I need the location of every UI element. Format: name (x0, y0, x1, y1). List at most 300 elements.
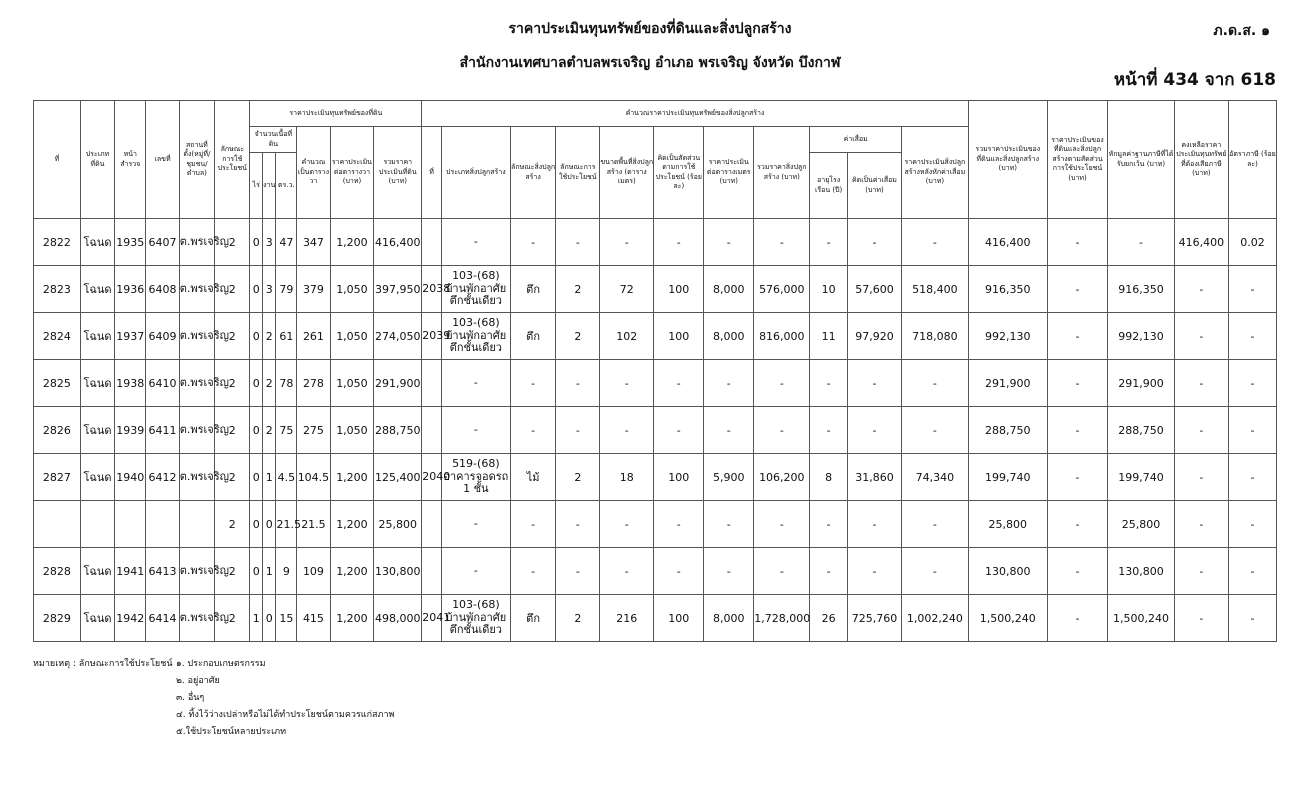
table-cell: ตึก (510, 595, 556, 642)
table-cell: 291,900 (968, 360, 1047, 407)
table-cell: 100 (654, 595, 704, 642)
table-cell: - (1047, 266, 1107, 313)
table-cell: - (556, 360, 600, 407)
header-use-percent: คิดเป็นสัดส่วนตามการใช้ประโยชน์ (ร้อยละ) (654, 127, 704, 219)
table-cell: 0 (262, 501, 276, 548)
header-building-no: ที่ (422, 127, 442, 219)
table-cell: โฉนด (80, 407, 114, 454)
table-cell: 79 (276, 266, 297, 313)
table-cell: - (1174, 313, 1228, 360)
table-row (34, 360, 1277, 407)
table-row (34, 219, 1277, 266)
table-cell: 57,600 (847, 266, 901, 313)
table-cell: - (442, 548, 511, 595)
table-cell: 2 (215, 360, 250, 407)
table-cell: 2823 (34, 266, 81, 313)
header-price-per-sqm: ราคาประเมินต่อตารางเมตร (บาท) (704, 127, 754, 219)
table-cell: 6412 (146, 454, 179, 501)
table-cell: 21.5 (297, 501, 330, 548)
header-building-kind: ลักษณะสิ่งปลูกสร้าง (510, 127, 556, 219)
table-cell: 2826 (34, 407, 81, 454)
header-use: ลักษณะการใช้ประโยชน์ (215, 101, 250, 219)
table-cell: 74,340 (902, 454, 969, 501)
table-cell: - (1228, 501, 1276, 548)
table-cell: 75 (276, 407, 297, 454)
table-cell: 1,200 (330, 501, 374, 548)
table-cell: 25,800 (1108, 501, 1175, 548)
table-cell: 275 (297, 407, 330, 454)
header-wa: ตร.ว. (276, 153, 297, 219)
table-cell: 1941 (115, 548, 146, 595)
header-depreciation-group: ค่าเสื่อม (810, 127, 902, 153)
header-ngan: งาน (262, 153, 276, 219)
table-cell: - (654, 360, 704, 407)
header-age: อายุโรงเรือน (ปี) (810, 153, 847, 219)
table-cell: 2040 (422, 454, 442, 501)
table-cell: 199,740 (968, 454, 1047, 501)
table-cell: 1 (250, 595, 262, 642)
table-cell: 2 (215, 219, 250, 266)
header-building-area: ขนาดพื้นที่สิ่งปลูกสร้าง (ตารางเมตร) (600, 127, 654, 219)
table-cell: 0 (250, 219, 262, 266)
table-cell: ต.พรเจริญ (179, 407, 214, 454)
table-cell: 47 (276, 219, 297, 266)
table-cell: โฉนด (80, 313, 114, 360)
table-cell: - (556, 407, 600, 454)
table-cell: - (1174, 407, 1228, 454)
table-cell: 397,950 (374, 266, 422, 313)
table-cell (422, 360, 442, 407)
table-row (34, 313, 1277, 360)
table-cell: 21.5 (276, 501, 297, 548)
table-cell: 2 (262, 360, 276, 407)
table-cell: - (1174, 360, 1228, 407)
header-remaining: คงเหลือราคาประเมินทุนทรัพย์ที่ต้องเสียภาษี (บาท) (1174, 101, 1228, 219)
table-cell: โฉนด (80, 360, 114, 407)
table-cell: โฉนด (80, 595, 114, 642)
table-cell: 1,200 (330, 595, 374, 642)
table-cell: 216 (600, 595, 654, 642)
table-cell: 1,500,240 (968, 595, 1047, 642)
table-cell: 100 (654, 454, 704, 501)
table-cell: 8,000 (704, 595, 754, 642)
table-cell: 518,400 (902, 266, 969, 313)
table-cell: 498,000 (374, 595, 422, 642)
table-cell: - (902, 407, 969, 454)
table-cell: - (1228, 266, 1276, 313)
table-cell: 1,728,000 (754, 595, 810, 642)
table-cell: 816,000 (754, 313, 810, 360)
table-cell: 25,800 (968, 501, 1047, 548)
table-cell: 3 (262, 266, 276, 313)
table-cell: 4.5 (276, 454, 297, 501)
table-cell: - (754, 360, 810, 407)
table-cell: 0 (250, 313, 262, 360)
table-cell (80, 501, 114, 548)
table-cell: 416,400 (968, 219, 1047, 266)
table-body (34, 219, 1277, 642)
table-cell: 2822 (34, 219, 81, 266)
table-cell: - (1228, 595, 1276, 642)
table-cell: - (510, 407, 556, 454)
table-cell: - (754, 219, 810, 266)
table-cell: - (1174, 501, 1228, 548)
table-cell: - (754, 501, 810, 548)
table-cell: 15 (276, 595, 297, 642)
table-cell: 8 (810, 454, 847, 501)
header-no: ที่ (34, 101, 81, 219)
table-cell: 1,050 (330, 266, 374, 313)
table-row (34, 454, 1277, 501)
header-depreciation: คิดเป็นค่าเสื่อม (บาท) (847, 153, 901, 219)
table-cell: 2 (556, 313, 600, 360)
table-cell: 718,080 (902, 313, 969, 360)
header-number: เลขที่ (146, 101, 179, 219)
table-cell: - (902, 548, 969, 595)
table-cell: - (810, 548, 847, 595)
table-cell: 416,400 (374, 219, 422, 266)
table-cell: 2 (556, 595, 600, 642)
table-cell: 103-(68) บ้านพักอาศัยตึกชั้นเดียว (442, 313, 511, 360)
assessment-table (33, 100, 1277, 642)
table-cell: 6409 (146, 313, 179, 360)
table-cell: 415 (297, 595, 330, 642)
table-cell: 1,050 (330, 313, 374, 360)
table-cell: - (654, 407, 704, 454)
note-item: ๑. ประกอบเกษตรกรรม (176, 659, 266, 669)
table-cell (422, 501, 442, 548)
header-land-group: ราคาประเมินทุนทรัพย์ของที่ดิน (250, 101, 422, 127)
table-cell: 5,900 (704, 454, 754, 501)
table-cell: ตึก (510, 313, 556, 360)
table-cell: 2039 (422, 313, 442, 360)
table-cell: 2041 (422, 595, 442, 642)
table-cell: 2 (556, 266, 600, 313)
table-cell: 2 (262, 407, 276, 454)
header-doc-type: ประเภทที่ดิน (80, 101, 114, 219)
table-cell: - (704, 407, 754, 454)
table-cell: 1,050 (330, 407, 374, 454)
table-row (34, 548, 1277, 595)
table-cell: 10 (810, 266, 847, 313)
header-building-group: คำนวณราคาประเมินทุนทรัพย์ของสิ่งปลูกสร้าง (422, 101, 968, 127)
table-cell: 11 (810, 313, 847, 360)
header-location: สถานที่ตั้ง(หมู่ที่/ชุมชน/ตำบล) (179, 101, 214, 219)
table-cell: - (704, 219, 754, 266)
table-cell: 3 (262, 219, 276, 266)
table-cell: - (1047, 501, 1107, 548)
table-cell: 416,400 (1174, 219, 1228, 266)
table-cell: โฉนด (80, 266, 114, 313)
table-cell: - (1108, 219, 1175, 266)
table-cell: - (510, 548, 556, 595)
table-cell: 1,200 (330, 548, 374, 595)
table-cell: - (847, 501, 901, 548)
table-cell: 9 (276, 548, 297, 595)
table-cell: - (1228, 407, 1276, 454)
table-cell: - (1174, 454, 1228, 501)
table-cell: - (1174, 266, 1228, 313)
table-cell: 2038 (422, 266, 442, 313)
table-cell: - (1228, 313, 1276, 360)
table-cell: - (1174, 548, 1228, 595)
table-cell: - (810, 219, 847, 266)
table-cell: 288,750 (374, 407, 422, 454)
table-cell: - (1047, 360, 1107, 407)
table-cell: - (1047, 219, 1107, 266)
notes-label: หมายเหตุ : ลักษณะการใช้ประโยชน์ (33, 659, 173, 669)
note-item: ๔. ทิ้งไว้ว่างเปล่าหรือไม่ได้ทำประโยชน์ตามควรแก่สภาพ (176, 710, 395, 720)
table-cell: 1938 (115, 360, 146, 407)
table-cell: 1935 (115, 219, 146, 266)
table-cell: 291,900 (1108, 360, 1175, 407)
table-cell: 72 (600, 266, 654, 313)
report-title: ราคาประเมินทุนทรัพย์ของที่ดินและสิ่งปลูกสร้าง (508, 21, 792, 37)
table-cell: - (510, 360, 556, 407)
table-cell: - (847, 407, 901, 454)
table-cell: - (1047, 313, 1107, 360)
header-tax-rate: อัตราภาษี (ร้อยละ) (1228, 101, 1276, 219)
table-cell: 261 (297, 313, 330, 360)
table-cell: - (442, 407, 511, 454)
table-cell: - (1047, 454, 1107, 501)
table-cell (179, 501, 214, 548)
note-item: ๓. อื่นๆ (176, 693, 205, 703)
table-cell: - (1047, 595, 1107, 642)
table-cell: - (556, 219, 600, 266)
table-cell: 0.02 (1228, 219, 1276, 266)
table-cell: โฉนด (80, 548, 114, 595)
table-cell: - (847, 219, 901, 266)
table-cell: 100 (654, 313, 704, 360)
table-cell: 106,200 (754, 454, 810, 501)
form-code: ภ.ด.ส. ๑ (1213, 23, 1270, 39)
table-cell: 1936 (115, 266, 146, 313)
table-cell: 2 (215, 501, 250, 548)
table-cell: 25,800 (374, 501, 422, 548)
table-cell: 379 (297, 266, 330, 313)
table-cell: - (1228, 454, 1276, 501)
table-cell: - (556, 548, 600, 595)
table-cell: 916,350 (968, 266, 1047, 313)
table-cell: 725,760 (847, 595, 901, 642)
table-cell: - (442, 501, 511, 548)
note-item: ๕.ใช้ประโยชน์หลายประเภท (176, 727, 287, 737)
table-cell: 1 (262, 548, 276, 595)
table-cell: 0 (250, 548, 262, 595)
table-cell: 992,130 (1108, 313, 1175, 360)
table-cell: 0 (262, 595, 276, 642)
table-cell: 2824 (34, 313, 81, 360)
table-cell: 2 (215, 313, 250, 360)
header-survey-page: หน้าสำรวจ (115, 101, 146, 219)
table-cell: 2825 (34, 360, 81, 407)
table-cell: 26 (810, 595, 847, 642)
table-cell (146, 501, 179, 548)
header-price-per-wa: ราคาประเมินต่อตารางวา (บาท) (330, 127, 374, 219)
table-cell: - (1228, 360, 1276, 407)
table-cell: 6407 (146, 219, 179, 266)
table-cell: 288,750 (968, 407, 1047, 454)
table-cell: 102 (600, 313, 654, 360)
header-building-use: ลักษณะการใช้ประโยชน์ (556, 127, 600, 219)
table-cell: ต.พรเจริญ (179, 595, 214, 642)
table-cell: - (1174, 595, 1228, 642)
table-cell: 130,800 (374, 548, 422, 595)
table-cell: 2 (556, 454, 600, 501)
table-cell: 1,200 (330, 454, 374, 501)
header-deduction: หักมูลค่าฐานภาษีที่ได้รับยกเว้น (บาท) (1108, 101, 1175, 219)
table-cell: 0 (250, 407, 262, 454)
header-area-group: จำนวนเนื้อที่ดิน (250, 127, 297, 153)
header-land-total: รวมราคาประเมินที่ดิน (บาท) (374, 127, 422, 219)
table-cell: ต.พรเจริญ (179, 454, 214, 501)
table-cell: 2 (215, 407, 250, 454)
table-cell: 2827 (34, 454, 81, 501)
table-row (34, 407, 1277, 454)
table-cell: - (754, 548, 810, 595)
table-cell: 576,000 (754, 266, 810, 313)
table-cell: - (442, 360, 511, 407)
table-cell: 130,800 (1108, 548, 1175, 595)
table-cell: 2828 (34, 548, 81, 595)
table-cell: 2 (215, 548, 250, 595)
table-cell (422, 548, 442, 595)
table-cell: ต.พรเจริญ (179, 219, 214, 266)
table-cell: - (847, 548, 901, 595)
table-cell: 2 (262, 313, 276, 360)
table-cell: 199,740 (1108, 454, 1175, 501)
table-cell: 97,920 (847, 313, 901, 360)
table-cell: - (754, 407, 810, 454)
table-cell: 1942 (115, 595, 146, 642)
table-cell: 31,860 (847, 454, 901, 501)
table-cell: - (510, 501, 556, 548)
table-cell: - (654, 219, 704, 266)
report-subtitle: สำนักงานเทศบาลตำบลพรเจริญ อำเภอ พรเจริญ จังหวัด บึงกาฬ (459, 55, 841, 71)
table-cell: 78 (276, 360, 297, 407)
header-building-type: ประเภทสิ่งปลูกสร้าง (442, 127, 511, 219)
table-cell: 109 (297, 548, 330, 595)
table-cell: ต.พรเจริญ (179, 313, 214, 360)
table-row (34, 501, 1277, 548)
table-cell: - (704, 501, 754, 548)
table-cell: โฉนด (80, 454, 114, 501)
table-cell: ต.พรเจริญ (179, 266, 214, 313)
table-cell: - (600, 219, 654, 266)
table-cell (422, 219, 442, 266)
table-cell: 6408 (146, 266, 179, 313)
table-cell: 1940 (115, 454, 146, 501)
table-cell: ต.พรเจริญ (179, 360, 214, 407)
table-cell: 1,500,240 (1108, 595, 1175, 642)
table-cell: 916,350 (1108, 266, 1175, 313)
table-cell: 6414 (146, 595, 179, 642)
table-cell: - (704, 360, 754, 407)
header-portion: ราคาประเมินของที่ดินและสิ่งปลูกสร้างตามสัดส่วนการใช้ประโยชน์ (บาท) (1047, 101, 1107, 219)
table-cell: 1939 (115, 407, 146, 454)
note-item: ๒. อยู่อาศัย (176, 676, 220, 686)
table-cell: 992,130 (968, 313, 1047, 360)
table-cell: 130,800 (968, 548, 1047, 595)
table-cell: - (902, 360, 969, 407)
table-cell: 2 (215, 454, 250, 501)
table-cell: 61 (276, 313, 297, 360)
table-cell: 1,050 (330, 360, 374, 407)
table-cell: - (902, 219, 969, 266)
table-cell: 1,002,240 (902, 595, 969, 642)
table-cell: - (600, 501, 654, 548)
table-cell: 278 (297, 360, 330, 407)
table-cell: - (1228, 548, 1276, 595)
table-cell: - (600, 548, 654, 595)
table-cell: 291,900 (374, 360, 422, 407)
table-cell: - (510, 219, 556, 266)
table-cell: ตึก (510, 266, 556, 313)
table-row (34, 266, 1277, 313)
table-cell: 6410 (146, 360, 179, 407)
table-cell: ต.พรเจริญ (179, 548, 214, 595)
table-cell: 0 (250, 501, 262, 548)
header-building-total: รวมราคาสิ่งปลูกสร้าง (บาท) (754, 127, 810, 219)
table-cell (34, 501, 81, 548)
table-cell: 6411 (146, 407, 179, 454)
table-cell: 347 (297, 219, 330, 266)
table-cell: 274,050 (374, 313, 422, 360)
table-cell: 0 (250, 266, 262, 313)
table-cell: - (1047, 548, 1107, 595)
table-cell (115, 501, 146, 548)
table-row (34, 595, 1277, 642)
table-cell: - (704, 548, 754, 595)
page-number: หน้าที่ 434 จาก 618 (1113, 70, 1276, 90)
table-cell: 2 (215, 595, 250, 642)
header-rai: ไร่ (250, 153, 262, 219)
table-cell: - (442, 219, 511, 266)
table-cell: 8,000 (704, 313, 754, 360)
table-cell: 103-(68) บ้านพักอาศัยตึกชั้นเดียว (442, 266, 511, 313)
table-cell: โฉนด (80, 219, 114, 266)
table-cell: 1,200 (330, 219, 374, 266)
table-cell: 0 (250, 360, 262, 407)
table-cell: 0 (250, 454, 262, 501)
table-cell: 103-(68) บ้านพักอาศัยตึกชั้นเดียว (442, 595, 511, 642)
table-cell: 519-(68) อาคารจอดรถ 1 ชั้น (442, 454, 511, 501)
table-cell: - (810, 360, 847, 407)
notes (33, 656, 394, 741)
table-cell: 6413 (146, 548, 179, 595)
header-grand-total: รวมราคาประเมินของที่ดินและสิ่งปลูกสร้าง (บาท) (968, 101, 1047, 219)
table-cell: 8,000 (704, 266, 754, 313)
table-cell: 288,750 (1108, 407, 1175, 454)
table-cell: 104.5 (297, 454, 330, 501)
header-calc-wa: คำนวณเป็นตารางวา (297, 127, 330, 219)
table-cell: - (1047, 407, 1107, 454)
table-cell: - (654, 548, 704, 595)
table-cell: - (847, 360, 901, 407)
table-cell: ไม้ (510, 454, 556, 501)
table-cell: 2829 (34, 595, 81, 642)
table-cell: 125,400 (374, 454, 422, 501)
table-cell: - (600, 360, 654, 407)
table-cell: - (654, 501, 704, 548)
table-cell: - (600, 407, 654, 454)
table-cell: - (556, 501, 600, 548)
header-after-depreciation: ราคาประเมินสิ่งปลูกสร้างหลังหักค่าเสื่อม (บาท) (902, 127, 969, 219)
table-cell: - (810, 501, 847, 548)
table-cell: - (810, 407, 847, 454)
table-cell: 1 (262, 454, 276, 501)
